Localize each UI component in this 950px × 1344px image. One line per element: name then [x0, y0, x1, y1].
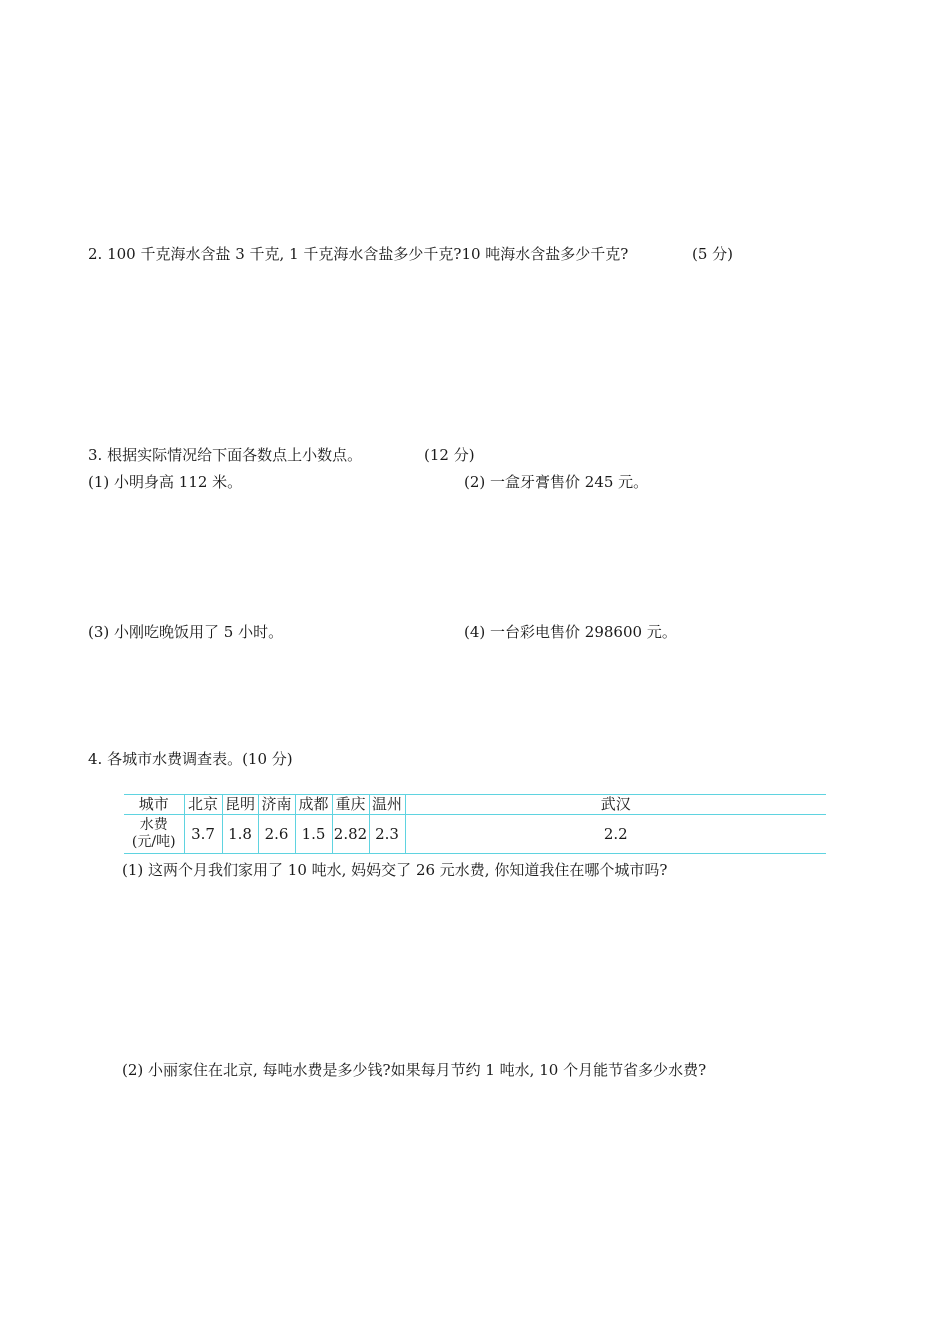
- table-cell-city: 温州: [369, 795, 405, 815]
- question-3-item-3: (3) 小刚吃晚饭用了 5 小时。: [88, 623, 284, 641]
- table-cell-fee: 2.6: [258, 815, 295, 854]
- table-cell-fee: 2.3: [369, 815, 405, 854]
- question-3-item-2: (2) 一盒牙膏售价 245 元。: [464, 473, 649, 491]
- table-cell-city: 济南: [258, 795, 295, 815]
- table-row-city: [124, 795, 826, 815]
- table-cell-fee: 2.2: [405, 815, 826, 854]
- table-header-city: 城市: [124, 795, 184, 815]
- table-header-fee-line2: (元/吨): [131, 834, 176, 850]
- water-fee-table: [124, 794, 826, 854]
- table-cell-city: 北京: [184, 795, 222, 815]
- table-header-fee-line1: 水费: [139, 817, 168, 833]
- table-cell-fee: 1.5: [295, 815, 332, 854]
- table-cell-city: 昆明: [222, 795, 258, 815]
- table-cell-fee: 3.7: [184, 815, 222, 854]
- table-cell-fee: 2.82: [332, 815, 369, 854]
- question-4-sub-2: (2) 小丽家住在北京, 每吨水费是多少钱?如果每月节约 1 吨水, 10 个月能节省多少水费?: [122, 1061, 707, 1079]
- table-cell-fee: 1.8: [222, 815, 258, 854]
- table-header-fee: [124, 815, 184, 854]
- question-4-sub-1: (1) 这两个月我们家用了 10 吨水, 妈妈交了 26 元水费, 你知道我住在哪个城市吗?: [122, 861, 668, 879]
- question-3-item-1: (1) 小明身高 112 米。: [88, 473, 243, 491]
- question-2-text: 2. 100 千克海水含盐 3 千克, 1 千克海水含盐多少千克?10 吨海水含盐多少千克?: [88, 245, 629, 263]
- table-cell-city: 重庆: [332, 795, 369, 815]
- question-4-title: 4. 各城市水费调查表。(10 分): [88, 750, 293, 768]
- question-3-score: (12 分): [424, 446, 475, 464]
- question-3-title: 3. 根据实际情况给下面各数点上小数点。: [88, 446, 363, 464]
- table-row-fee: [124, 815, 826, 854]
- table-cell-city: 成都: [295, 795, 332, 815]
- table-cell-city: 武汉: [405, 795, 826, 815]
- question-2-score: (5 分): [692, 245, 734, 263]
- question-3-item-4: (4) 一台彩电售价 298600 元。: [464, 623, 677, 641]
